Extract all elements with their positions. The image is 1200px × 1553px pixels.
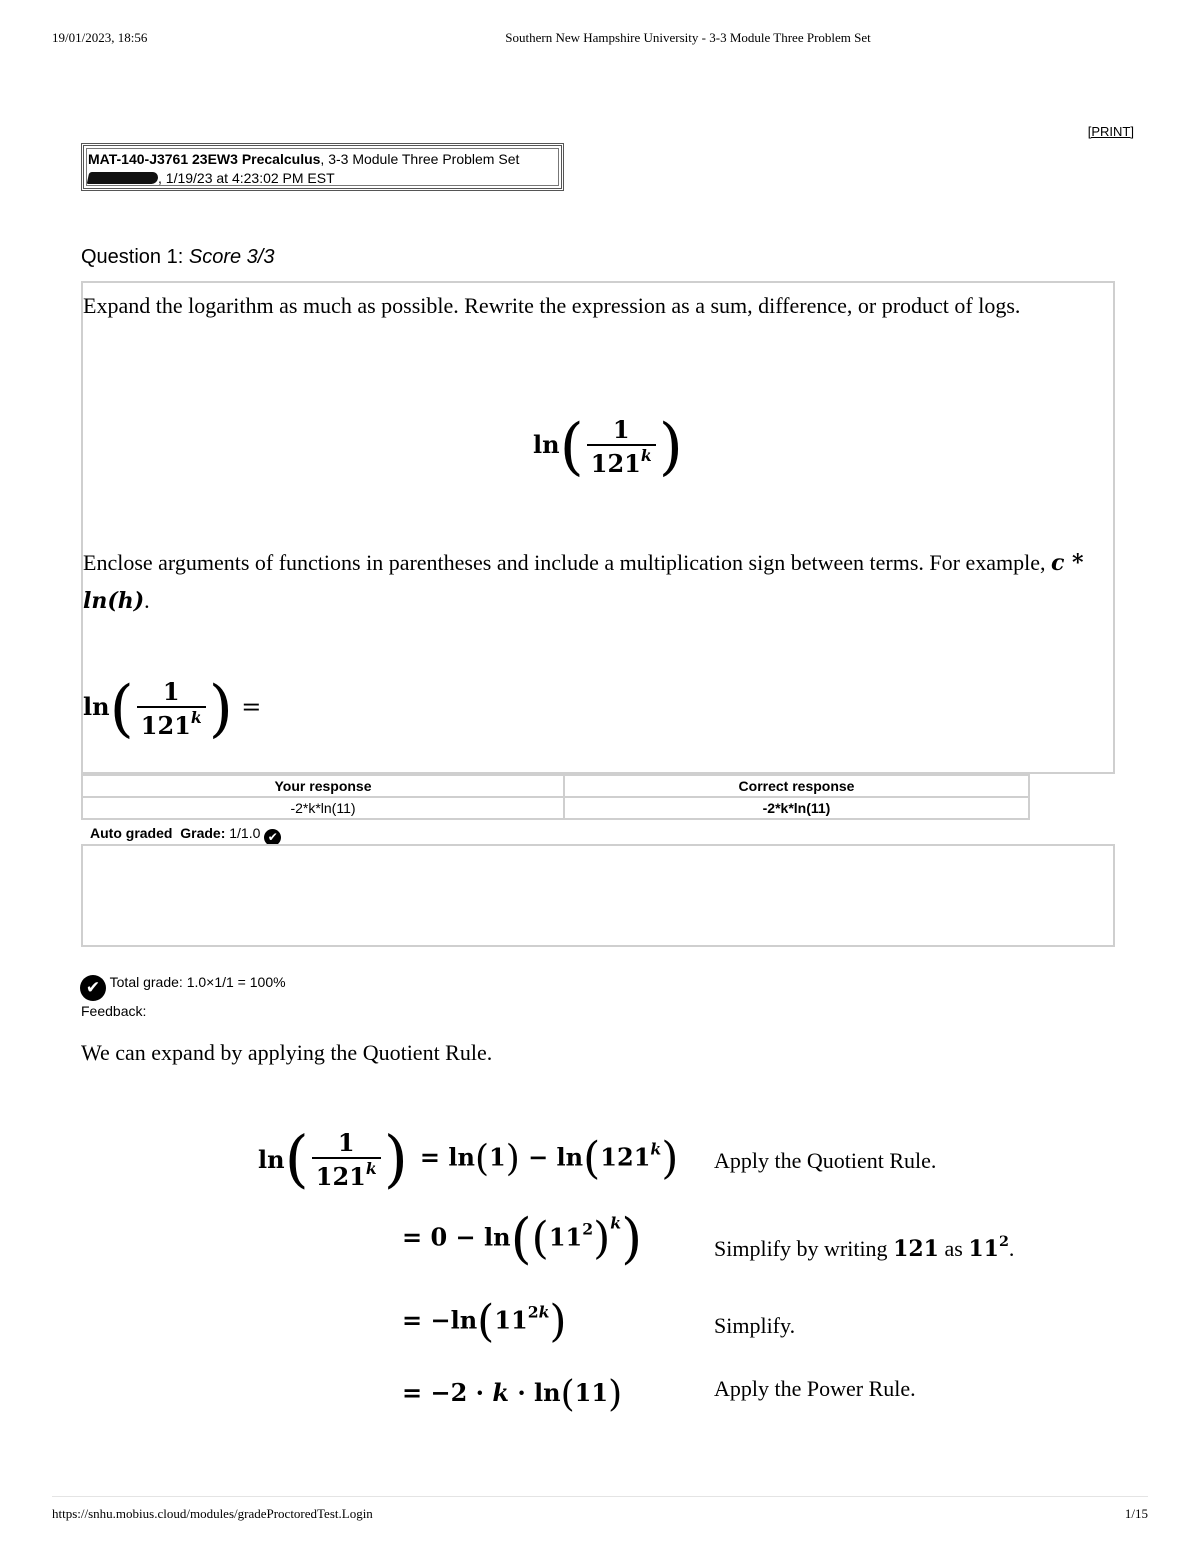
question-expression: ln( $\frac{1}{121^k}$ ) (533, 409, 683, 483)
solution-note-4: Apply the Power Rule. (714, 1376, 916, 1401)
grade-value: 1/1.0 (229, 825, 261, 841)
your-response-header: Your response (82, 775, 564, 797)
response-table (81, 774, 1030, 820)
solution-step-2: = $0 - \ln((11^2)^k)$ (402, 1207, 643, 1270)
correct-response-header: Correct response (564, 775, 1029, 797)
check-circle-icon: ✔ (80, 975, 106, 1001)
footer-url: https://snhu.mobius.cloud/modules/gradeProctoredTest.Login (52, 1506, 373, 1521)
footer-divider (52, 1496, 1148, 1497)
print-date: 19/01/2023, 18:56 (52, 30, 148, 45)
print-page-title: Southern New Hampshire University - 3-3 Module Three Problem Set (505, 30, 871, 45)
comment-box (81, 844, 1115, 947)
question-box (81, 281, 1115, 774)
total-grade: Total grade: 1.0×1/1 = 100% (109, 974, 286, 990)
correct-response-value: -2*k*ln(11) (564, 797, 1029, 819)
question-heading (81, 246, 274, 269)
feedback-intro: We can expand by applying the Quotient Rule. (81, 1040, 493, 1065)
solution-step-3: = $-\ln(11^{2k})$ (402, 1296, 567, 1347)
your-response-value: -2*k*ln(11) (82, 797, 564, 819)
feedback-label: Feedback: (81, 1003, 147, 1019)
question-score: Score 3/3 (188, 246, 275, 268)
solution-note-2: Simplify by writing 121 as $11^2$. (714, 1234, 1015, 1262)
course-info-box (81, 143, 564, 191)
grade-label: Grade: (180, 825, 226, 841)
solution-step-4: = −2 · k · ln(11) (402, 1374, 623, 1415)
solution-note-1: Apply the Quotient Rule. (714, 1148, 937, 1173)
auto-graded-label: Auto graded (90, 825, 173, 841)
question-label: Question 1: (81, 246, 184, 268)
answer-prompt-expression: ln( $\frac{1}{121^k}$ ) = (83, 671, 262, 745)
submission-timestamp: , 1/19/23 at 4:23:02 PM EST (158, 170, 335, 186)
example-expression: c * ln(h) (83, 550, 1084, 614)
print-link[interactable]: [PRINT] (1087, 124, 1134, 139)
footer-page-number: 1/15 (1124, 1506, 1148, 1521)
check-circle-icon: ✔ (264, 829, 281, 846)
grade-line (90, 825, 281, 846)
total-grade-line (80, 974, 286, 1001)
solution-step-1: ln ( $\frac{1}{121^k}$ ) = $\ln(1) - \ln(121^k)$ (258, 1122, 679, 1196)
redacted-name (87, 172, 160, 184)
question-instruction: Enclose arguments of functions in parentheses and include a multiplication sign between terms. For example, c * ln(h). (83, 550, 1084, 614)
assignment-name: , 3-3 Module Three Problem Set (320, 151, 520, 167)
course-code: MAT-140-J3761 23EW3 Precalculus (88, 151, 321, 167)
solution-note-3: Simplify. (714, 1313, 796, 1338)
question-prompt: Expand the logarithm as much as possible. Rewrite the expression as a sum, difference, or product of logs. (83, 293, 1021, 318)
